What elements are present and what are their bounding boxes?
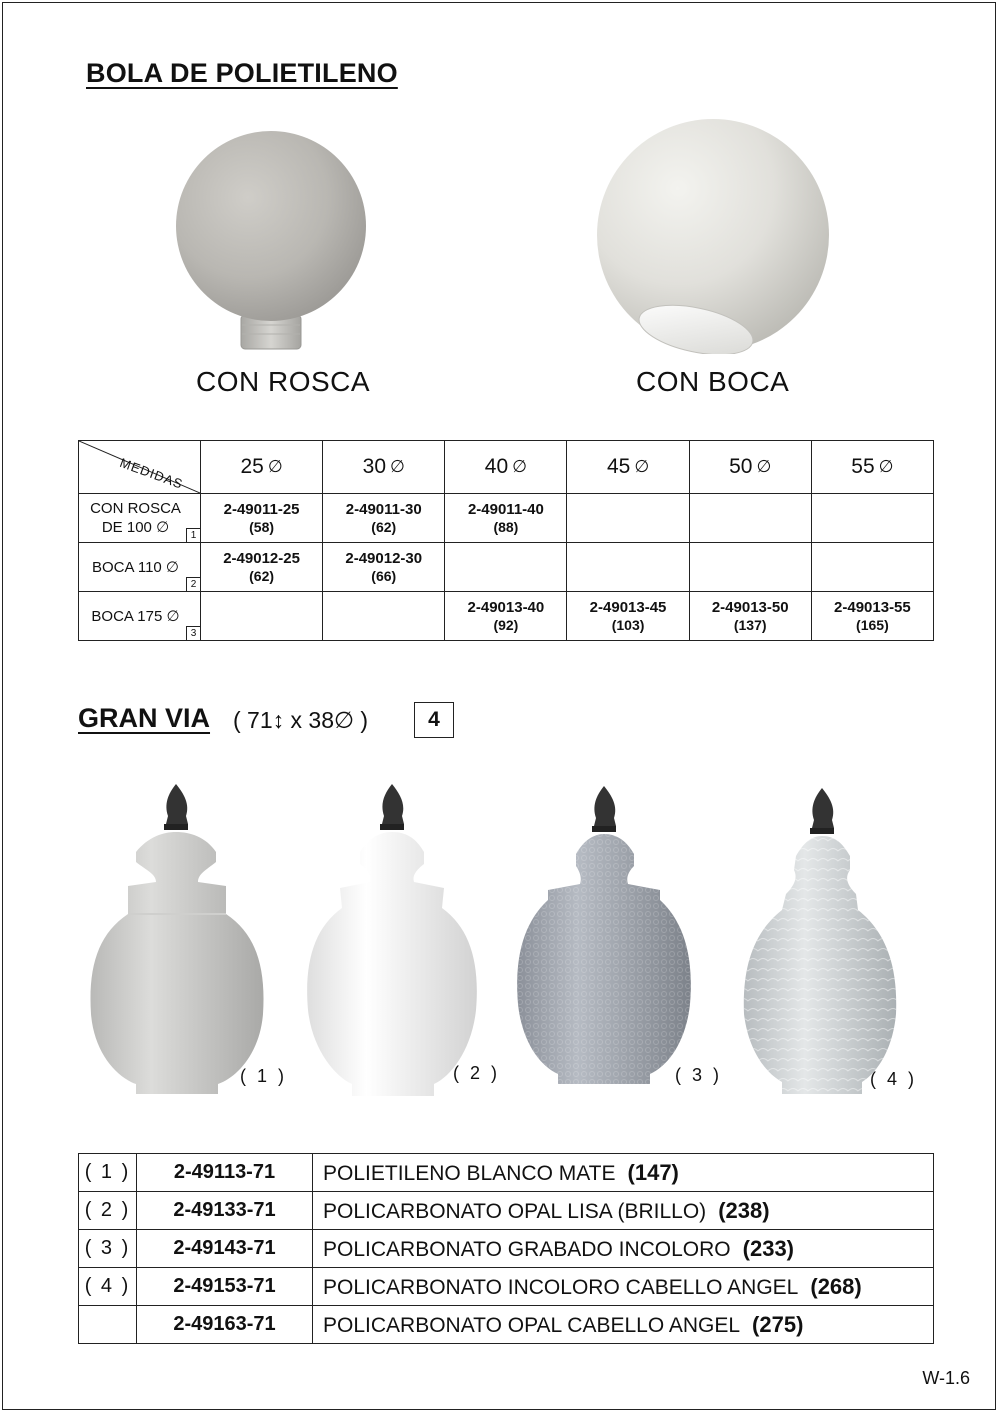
row-label-cell: CON ROSCA DE 100 ∅ 1 xyxy=(79,494,201,543)
table-cell xyxy=(811,494,933,543)
size-header-55: 55 ∅ xyxy=(811,441,933,494)
ref-cell: ( 1 ) xyxy=(79,1154,137,1192)
row-number-box: 3 xyxy=(186,626,200,640)
diameter-icon: ∅ xyxy=(634,457,650,476)
code-cell: 2-49143-71 xyxy=(137,1230,313,1268)
page-code: W-1.6 xyxy=(922,1368,970,1388)
table-row xyxy=(79,1192,934,1230)
code-cell: 2-49153-71 xyxy=(137,1268,313,1306)
table-row-boca-110 xyxy=(79,543,934,592)
table-cell xyxy=(689,543,811,592)
vase-label-2: ( 2 ) xyxy=(453,1063,501,1083)
vase-1-image xyxy=(88,782,268,1102)
table-cell xyxy=(323,592,445,641)
globe-con-rosca-image xyxy=(176,120,366,365)
price: (147) xyxy=(627,1159,679,1185)
vase-4-image xyxy=(738,786,902,1104)
table-cell: 2-49013-50 (137) xyxy=(689,592,811,641)
table-cell: 2-49013-55 (165) xyxy=(811,592,933,641)
diameter-icon: ∅ xyxy=(165,558,179,576)
size-header-40: 40 ∅ xyxy=(445,441,567,494)
diameter-icon: ∅ xyxy=(267,457,283,476)
caption-con-boca: CON BOCA xyxy=(636,366,790,397)
caption-con-rosca: CON ROSCA xyxy=(196,366,371,397)
table-row xyxy=(79,1306,934,1344)
table-cell: 2-49013-40 (92) xyxy=(445,592,567,641)
table-cell xyxy=(811,543,933,592)
table-cell xyxy=(567,494,689,543)
globe-con-boca-image xyxy=(596,118,832,359)
price: (238) xyxy=(718,1197,770,1223)
description-cell: POLIETILENO BLANCO MATE (147) xyxy=(313,1154,934,1192)
table-cell xyxy=(567,543,689,592)
table-cell: 2-49012-30 (66) xyxy=(323,543,445,592)
vase-label-1: ( 1 ) xyxy=(240,1066,288,1086)
diameter-icon: ∅ xyxy=(156,519,170,536)
diameter-icon: ∅ xyxy=(756,457,772,476)
row-label-cell: BOCA 175 ∅ 3 xyxy=(79,592,201,641)
table-cell: 2-49013-45 (103) xyxy=(567,592,689,641)
description-cell: POLICARBONATO GRABADO INCOLORO (233) xyxy=(313,1230,934,1268)
row-label-cell: BOCA 110 ∅ 2 xyxy=(79,543,201,592)
diameter-icon: ∅ xyxy=(512,457,527,476)
diameter-icon: ∅ xyxy=(878,457,894,476)
table-cell: 2-49012-25 (62) xyxy=(201,543,323,592)
size-header-50: 50 ∅ xyxy=(689,441,811,494)
ref-cell: ( 4 ) xyxy=(79,1268,137,1306)
description-cell: POLICARBONATO INCOLORO CABELLO ANGEL (268) xyxy=(313,1268,934,1306)
gran-via-dimensions: ( 71↕ x 38∅ ) xyxy=(233,707,369,733)
bola-size-table xyxy=(78,440,934,641)
table-cell: 2-49011-40 (88) xyxy=(445,494,567,543)
table-row-boca-175 xyxy=(79,592,934,641)
table-cell xyxy=(445,543,567,592)
medidas-label: MEDIDAS xyxy=(117,455,186,492)
price: (268) xyxy=(810,1273,862,1299)
row-number-box: 1 xyxy=(186,528,200,542)
table-header-row xyxy=(79,441,934,494)
table-row-con-rosca xyxy=(79,494,934,543)
table-cell: 2-49011-25 (58) xyxy=(201,494,323,543)
gran-via-product-table xyxy=(78,1153,934,1344)
description-cell: POLICARBONATO OPAL LISA (BRILLO) (238) xyxy=(313,1192,934,1230)
ref-cell xyxy=(79,1306,137,1344)
code-cell: 2-49133-71 xyxy=(137,1192,313,1230)
code-cell: 2-49163-71 xyxy=(137,1306,313,1344)
table-cell xyxy=(201,592,323,641)
section-title-gran-via: GRAN VIA xyxy=(78,703,211,733)
ref-cell: ( 3 ) xyxy=(79,1230,137,1268)
size-header-30: 30 ∅ xyxy=(323,441,445,494)
diameter-icon: ∅ xyxy=(390,457,405,476)
table-corner-cell xyxy=(79,441,201,494)
vase-3-image xyxy=(516,782,696,1092)
price: (233) xyxy=(742,1235,794,1261)
section-number-badge: 4 xyxy=(414,702,454,738)
section-title-bola: BOLA DE POLIETILENO xyxy=(86,58,398,88)
size-header-25: 25 ∅ xyxy=(201,441,323,494)
code-cell: 2-49113-71 xyxy=(137,1154,313,1192)
description-cell: POLICARBONATO OPAL CABELLO ANGEL (275) xyxy=(313,1306,934,1344)
diameter-icon: ∅ xyxy=(166,607,180,625)
table-row xyxy=(79,1154,934,1192)
vase-label-3: ( 3 ) xyxy=(675,1065,723,1085)
price: (275) xyxy=(752,1311,804,1337)
row-number-box: 2 xyxy=(186,577,200,591)
table-row xyxy=(79,1230,934,1268)
vase-2-image xyxy=(302,778,482,1102)
ref-cell: ( 2 ) xyxy=(79,1192,137,1230)
table-row xyxy=(79,1268,934,1306)
size-header-45: 45 ∅ xyxy=(567,441,689,494)
table-cell: 2-49011-30 (62) xyxy=(323,494,445,543)
table-cell xyxy=(689,494,811,543)
vase-label-4: ( 4 ) xyxy=(870,1069,918,1089)
